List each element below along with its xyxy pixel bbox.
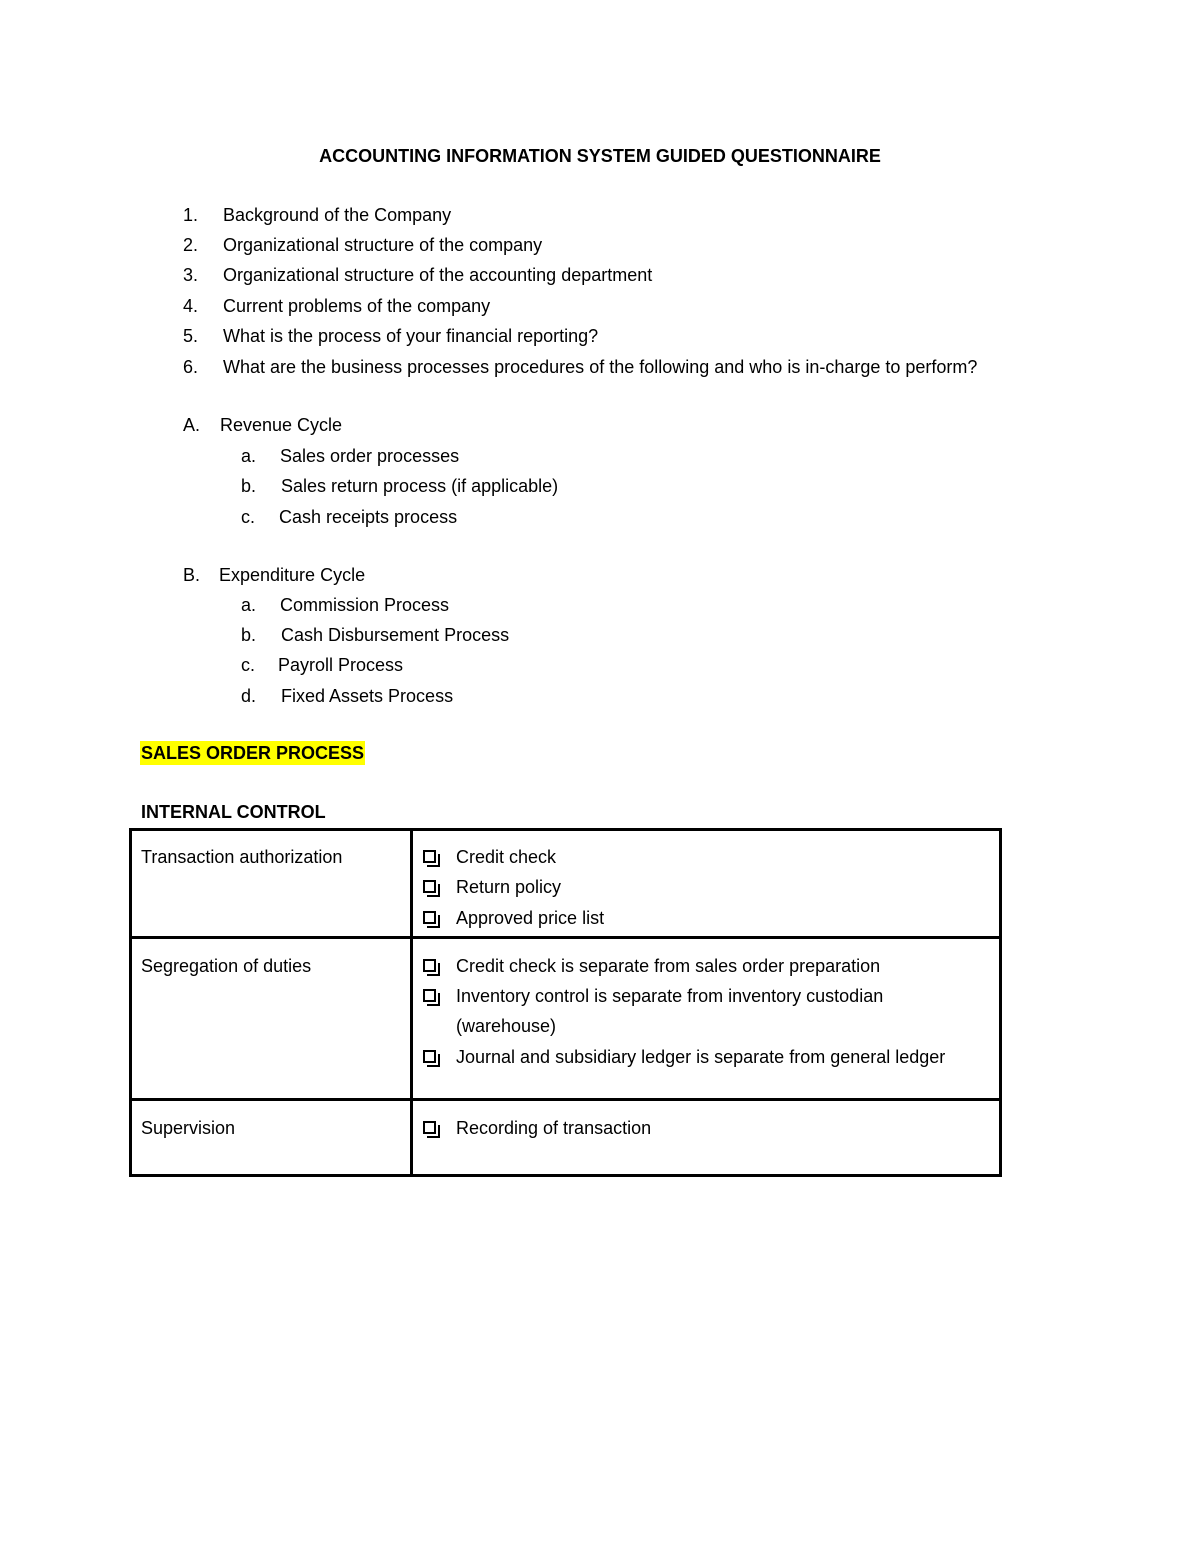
- cycle-item-letter: b.: [241, 625, 257, 645]
- checkbox-icon[interactable]: [423, 959, 436, 972]
- cycle-item-text: Cash receipts process: [279, 507, 458, 527]
- cycle-item-text: Commission Process: [280, 595, 450, 615]
- question-text: Organizational structure of the company: [223, 235, 543, 255]
- cycle-name: Revenue Cycle: [220, 415, 343, 435]
- table-heading: INTERNAL CONTROL: [141, 802, 326, 822]
- checklist-text: Return policy: [456, 877, 562, 897]
- question-number: 1.: [183, 205, 199, 225]
- cycle-item-text: Sales order processes: [280, 446, 460, 466]
- checkbox-icon[interactable]: [423, 880, 436, 893]
- checkbox-icon[interactable]: [423, 989, 436, 1002]
- question-number: 4.: [183, 296, 199, 316]
- cycle-item-letter: a.: [241, 595, 257, 615]
- cycle-letter: A.: [183, 415, 201, 435]
- checkbox-icon[interactable]: [423, 1050, 436, 1063]
- document-title: ACCOUNTING INFORMATION SYSTEM GUIDED QUESTIONNAIRE: [319, 146, 881, 166]
- section-heading: SALES ORDER PROCESS: [141, 743, 365, 763]
- cycle-item-letter: c.: [241, 507, 256, 527]
- table-row: [132, 831, 999, 939]
- cycle-item-letter: d.: [241, 686, 257, 706]
- question-number: 5.: [183, 326, 199, 346]
- checklist-text: Credit check is separate from sales order preparation: [456, 956, 881, 976]
- table-row: [132, 939, 999, 1101]
- checklist-text: Journal and subsidiary ledger is separate from general ledger: [456, 1047, 946, 1067]
- cycle-item-text: Payroll Process: [278, 655, 404, 675]
- checklist-text: Inventory control is separate from inventory custodian: [456, 986, 884, 1006]
- checklist-text: Credit check: [456, 847, 557, 867]
- checkbox-icon[interactable]: [423, 850, 436, 863]
- cycle-item-text: Sales return process (if applicable): [281, 476, 559, 496]
- question-text: What is the process of your financial reporting?: [223, 326, 599, 346]
- checklist-text: (warehouse): [456, 1016, 557, 1036]
- question-text: What are the business processes procedures of the following and who is in-charge to perform?: [223, 357, 978, 377]
- table-row: [132, 1101, 999, 1174]
- question-text: Organizational structure of the accounting department: [223, 265, 653, 285]
- cycle-item-text: Cash Disbursement Process: [281, 625, 510, 645]
- question-number: 3.: [183, 265, 199, 285]
- checklist-text: Recording of transaction: [456, 1118, 652, 1138]
- control-label: Segregation of duties: [141, 956, 312, 976]
- cycle-item-text: Fixed Assets Process: [281, 686, 454, 706]
- control-label: Transaction authorization: [141, 847, 343, 867]
- question-number: 2.: [183, 235, 199, 255]
- cycle-name: Expenditure Cycle: [219, 565, 366, 585]
- cycle-item-letter: b.: [241, 476, 257, 496]
- question-text: Background of the Company: [223, 205, 452, 225]
- cycle-item-letter: a.: [241, 446, 257, 466]
- cycle-letter: B.: [183, 565, 201, 585]
- control-label: Supervision: [141, 1118, 236, 1138]
- internal-control-table: [129, 828, 1002, 1177]
- question-number: 6.: [183, 357, 199, 377]
- cycle-item-letter: c.: [241, 655, 256, 675]
- checkbox-icon[interactable]: [423, 911, 436, 924]
- checkbox-icon[interactable]: [423, 1121, 436, 1134]
- question-text: Current problems of the company: [223, 296, 491, 316]
- checklist-text: Approved price list: [456, 908, 605, 928]
